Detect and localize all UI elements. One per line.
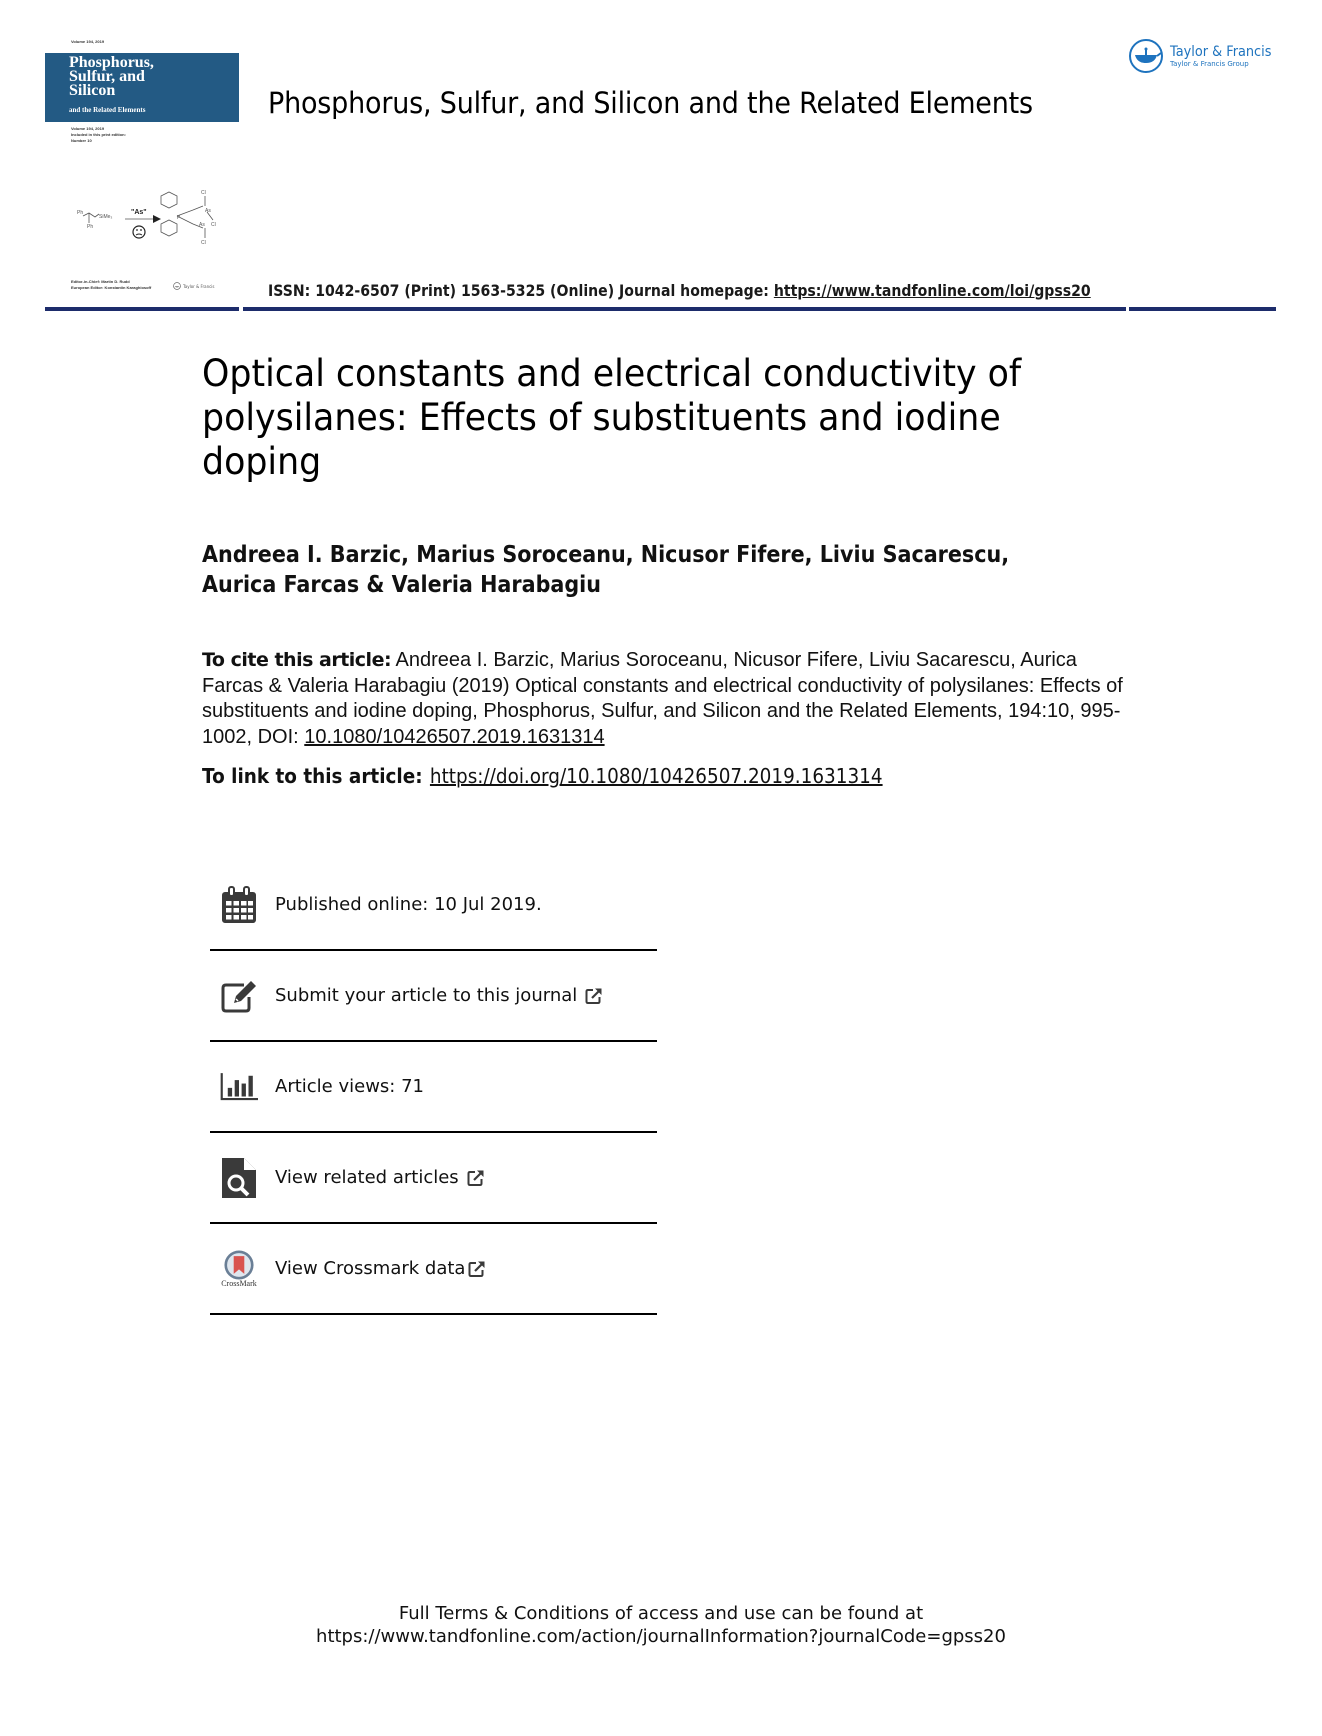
crossmark-link[interactable]: View Crossmark data xyxy=(275,1258,466,1279)
svg-text:"As": "As" xyxy=(131,209,147,216)
crossmark-badge-text: CrossMark xyxy=(221,1278,257,1288)
publisher-logo-icon xyxy=(173,282,181,290)
journal-title: Phosphorus, Sulfur, and Silicon and the Related Elements xyxy=(268,86,1033,120)
published-online-text: Published online: 10 Jul 2019. xyxy=(275,894,542,915)
bar-chart-icon xyxy=(220,1068,258,1106)
header-rule-right xyxy=(1129,307,1276,311)
article-link-line xyxy=(202,764,883,788)
submit-article-link[interactable]: Submit your article to this journal xyxy=(275,985,578,1006)
external-link-icon xyxy=(585,987,603,1005)
citation-label: To cite this article: xyxy=(202,649,392,671)
cover-title xyxy=(69,56,154,98)
terms-footer-line: Full Terms & Conditions of access and use can be found at xyxy=(398,1603,924,1624)
article-info-list xyxy=(210,860,657,1315)
svg-text:Cl: Cl xyxy=(201,240,206,246)
reaction-scheme-image xyxy=(65,176,225,256)
article-views-text: Article views: 71 xyxy=(275,1076,424,1097)
submit-article-row[interactable] xyxy=(210,951,657,1042)
cover-editors xyxy=(71,279,151,291)
header-rule-main xyxy=(243,307,1126,311)
article-doi-link[interactable]: https://doi.org/10.1080/10426507.2019.1631314 xyxy=(429,764,883,788)
issn-text: ISSN: 1042-6507 (Print) 1563-5325 (Online) Journal homepage: xyxy=(268,281,774,300)
svg-text:As: As xyxy=(199,222,205,228)
cover-title-band xyxy=(45,53,239,122)
document-search-icon xyxy=(220,1159,258,1197)
cover-volume-label: Volume 194, 2019 xyxy=(71,39,105,44)
crossmark-row[interactable] xyxy=(210,1224,657,1315)
journal-homepage-link[interactable]: https://www.tandfonline.com/loi/gpss20 xyxy=(773,281,1091,300)
cover-meta-line: Number 10 xyxy=(71,138,92,143)
cover-issue-meta xyxy=(71,126,126,144)
edit-icon xyxy=(220,977,258,1015)
teapot-lamp-icon xyxy=(1128,38,1164,74)
svg-text:SiMe₃: SiMe₃ xyxy=(99,214,113,220)
cover-title-line: Phosphorus, xyxy=(69,54,154,71)
publisher-name: Taylor & Francis xyxy=(1170,43,1272,60)
terms-footer-url[interactable]: https://www.tandfonline.com/action/journalInformation?journalCode=gpss20 xyxy=(316,1626,1006,1647)
terms-footer xyxy=(0,1602,1322,1648)
cover-meta-line: Volume 194, 2019 xyxy=(71,126,105,131)
citation-text: Andreea I. Barzic, Marius Soroceanu, Nicusor Fifere, Liviu Sacarescu, Aurica Farcas & Valeria Harabagiu (2019) Optical constants and electrical conductivity of polysilanes: Effects of substituents and iodine doping, Phosphorus, Sulfur, and Silicon and the Related Elements, 194:10, 995-1002, DOI: xyxy=(202,649,1123,748)
svg-text:Ph: Ph xyxy=(87,224,94,230)
cover-title-line: Silicon xyxy=(69,82,116,99)
svg-text:P: P xyxy=(177,215,181,221)
external-link-icon xyxy=(467,1169,485,1187)
cover-editor-line: Editor-in-Chief: Martin D. Rudd xyxy=(71,279,130,284)
citation-doi-link[interactable]: 10.1080/10426507.2019.1631314 xyxy=(304,725,605,748)
article-title: Optical constants and electrical conductivity of polysilanes: Effects of substituents and iodine doping xyxy=(202,352,1022,483)
article-views-row xyxy=(210,1042,657,1133)
related-articles-row[interactable] xyxy=(210,1133,657,1224)
cover-title-line: Sulfur, and xyxy=(69,68,145,85)
svg-text:Cl: Cl xyxy=(211,222,216,228)
header-rule-left xyxy=(45,307,239,311)
cover-subtitle: and the Related Elements xyxy=(69,106,146,114)
svg-text:As: As xyxy=(205,208,211,214)
cover-publisher-logo xyxy=(173,282,215,290)
external-link-icon xyxy=(468,1260,486,1278)
cover-editor-line: European Editor: Konstantin Karaghiosoff xyxy=(71,285,152,290)
article-link-label: To link to this article: xyxy=(202,764,423,788)
publisher-group: Taylor & Francis Group xyxy=(1170,59,1249,68)
journal-cover-thumbnail xyxy=(45,36,239,304)
article-authors: Andreea I. Barzic, Marius Soroceanu, Nicusor Fifere, Liviu Sacarescu, Aurica Farcas & Valeria Harabagiu xyxy=(202,542,1010,598)
citation-block xyxy=(202,648,1132,750)
related-articles-link[interactable]: View related articles xyxy=(275,1167,459,1188)
cover-meta-line: Included in this print edition: xyxy=(71,132,126,137)
calendar-icon xyxy=(220,886,258,924)
crossmark-icon xyxy=(220,1250,258,1288)
svg-text:Cl: Cl xyxy=(201,190,206,196)
cover-publisher-name: Taylor & Francis xyxy=(183,283,215,289)
issn-line xyxy=(268,281,1091,300)
publisher-logo xyxy=(1128,38,1280,74)
published-online-row xyxy=(210,860,657,951)
svg-text:Ph: Ph xyxy=(77,210,84,216)
